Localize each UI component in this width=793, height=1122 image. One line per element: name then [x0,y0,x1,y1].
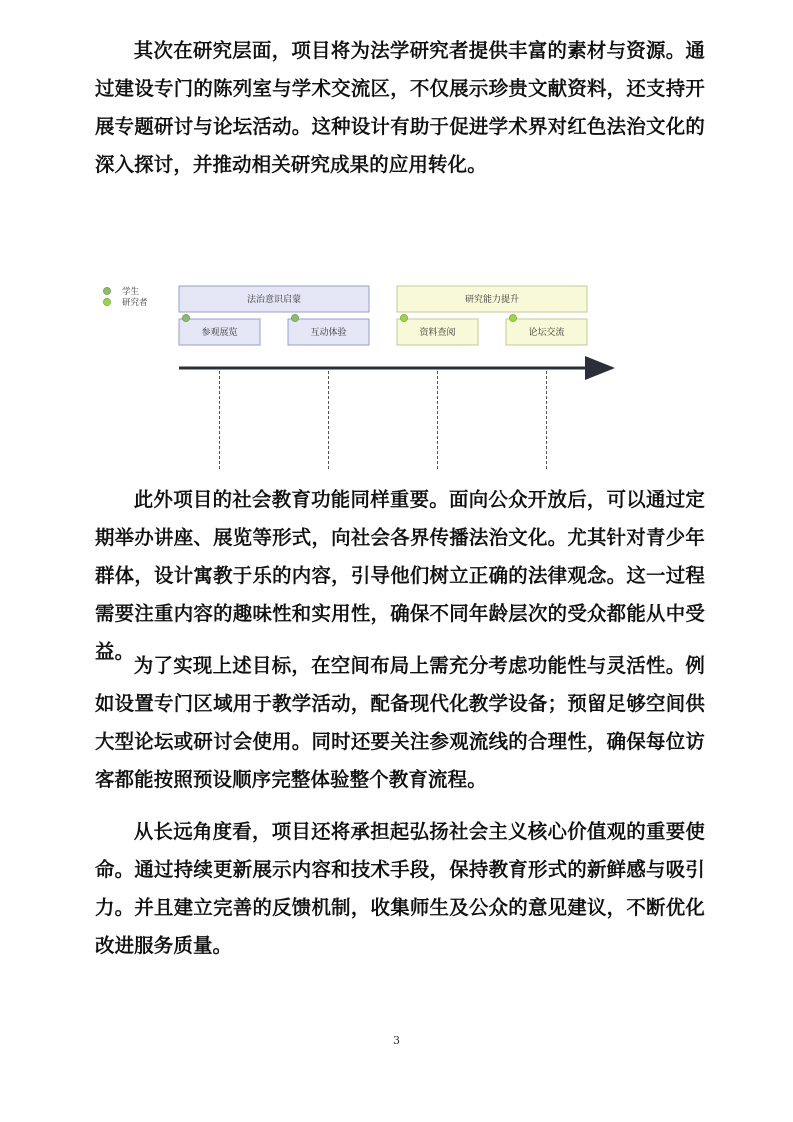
paragraph-social-education: 此外项目的社会教育功能同样重要。面向公众开放后，可以通过定期举办讲座、展览等形式，向社会各界传播法治文化。尤其针对青少年群体，设计寓教于乐的内容，引导他们树立正确的法律观念。这一过程需要注重内容的趣味性和实用性，确保不同年龄层次的受众都能从中受益。 [95,488,705,663]
legend-label-researcher: 研究者 [122,298,148,308]
stage-label-document-lookup: 资料查阅 [419,328,456,338]
legend-dot-student [103,287,110,294]
page-number: 3 [393,1034,400,1047]
timeline-diagram [0,270,793,475]
paragraph-long-term: 从长远角度看，项目还将承担起弘扬社会主义核心价值观的重要使命。通过持续更新展示内容和技术手段，保持教育形式的新鲜感与吸引力。并且建立完善的反馈机制，收集师生及公众的意见建议，不断优化改进服务质量。 [95,820,705,957]
group-label-research-ability: 研究能力提升 [464,295,520,305]
stage-marker-interactive-experience [291,314,298,321]
legend-label-student: 学生 [122,287,140,297]
stage-marker-forum-exchange [509,314,516,321]
paragraph-research: 其次在研究层面，项目将为法学研究者提供丰富的素材与资源。通过建设专门的陈列室与学术交流区，不仅展示珍贵文献资料，还支持开展专题研讨与论坛活动。这种设计有助于促进学术界对红色法治文化的深入探讨，并推动相关研究成果的应用转化。 [95,39,705,176]
stage-marker-document-lookup [400,314,407,321]
stage-label-forum-exchange: 论坛交流 [528,328,565,338]
stage-marker-visit-exhibition [182,314,189,321]
paragraph-spatial-layout: 为了实现上述目标，在空间布局上需充分考虑功能性与灵活性。例如设置专门区域用于教学活动，配备现代化教学设备；预留足够空间供大型论坛或研讨会使用。同时还要关注参观流线的合理性，确保每位访客都能按照预设顺序完整体验整个教育流程。 [95,654,705,791]
stage-label-interactive-experience: 互动体验 [310,328,347,338]
stage-label-visit-exhibition: 参观展览 [201,328,238,338]
legend-dot-researcher [103,298,110,305]
group-label-legal-awareness: 法治意识启蒙 [246,295,302,305]
